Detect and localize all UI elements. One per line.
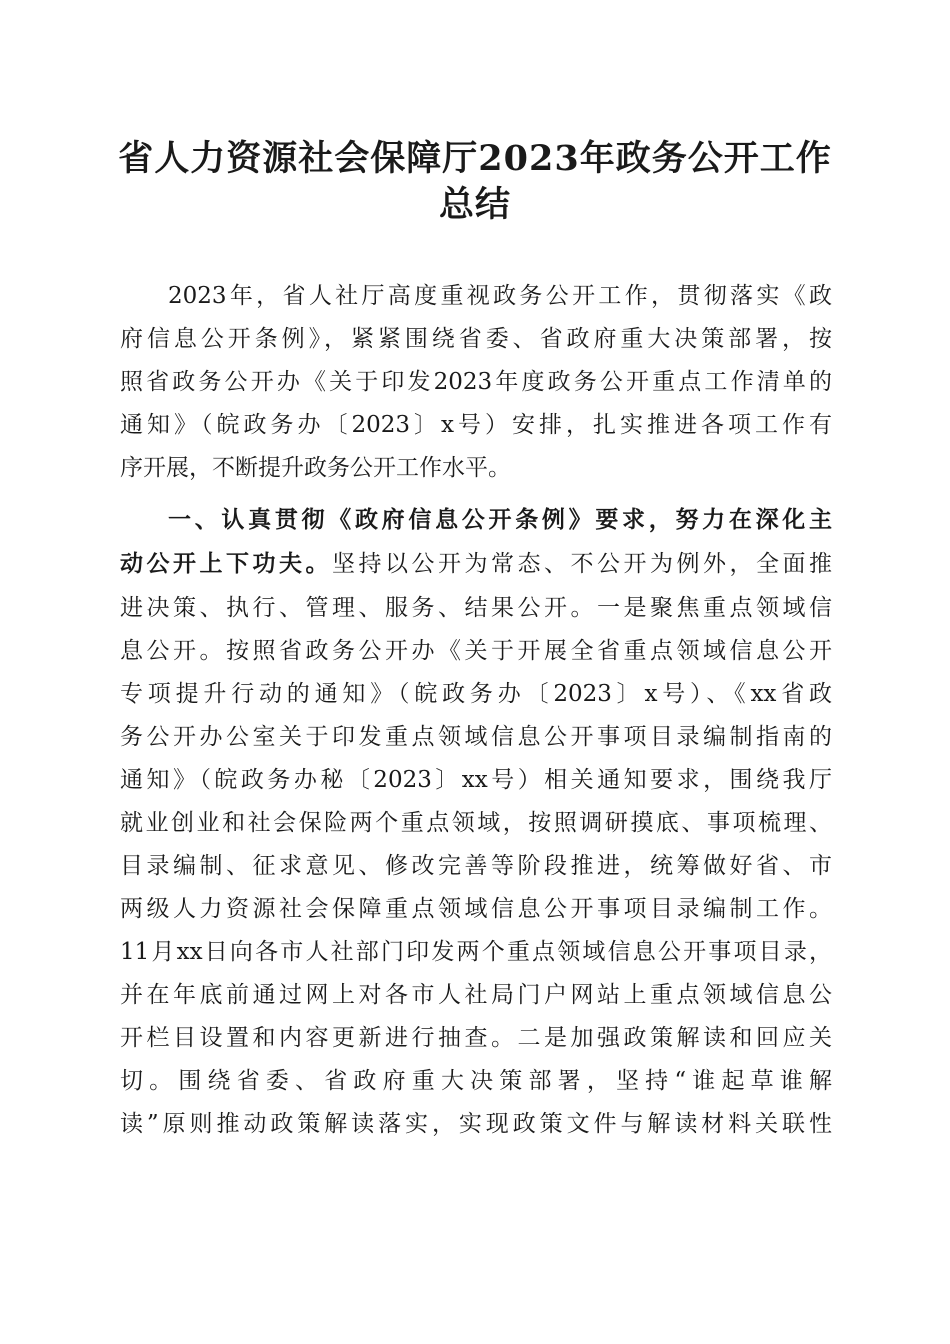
section-1-heading-end: 动公开上下功夫。 (120, 551, 332, 577)
intro-line-2: 府信息公开条例》，紧紧围绕省委、省政府重大决策部署，按 (120, 326, 832, 352)
section-1-heading: 一、认真贯彻《政府信息公开条例》要求，努力在深化主 (168, 507, 832, 533)
section-1-line-7: 就业创业和社会保险两个重点领域，按照调研摸底、事项梳理、 (120, 810, 832, 836)
section-1-line-1 (120, 544, 832, 584)
section-1-line-4: 专项提升行动的通知》（皖政务办〔2023〕x号）、《xx省政 (120, 681, 832, 707)
section-1-line-3: 息公开。按照省政务公开办《关于开展全省重点领域信息公开 (120, 638, 832, 664)
section-1-line-2: 进决策、执行、管理、服务、结果公开。一是聚焦重点领域信 (120, 595, 832, 621)
intro-line-5: 序开展，不断提升政务公开工作水平。 (120, 455, 511, 481)
document-title-line-1: 省人力资源社会保障厅2023年政务公开工作 (118, 138, 832, 179)
section-1-line-11: 并在年底前通过网上对各市人社局门户网站上重点领域信息公 (120, 982, 832, 1008)
section-1-line-12: 开栏目设置和内容更新进行抽查。二是加强政策解读和回应关 (120, 1025, 832, 1051)
intro-line-3: 照省政务公开办《关于印发2023年度政务公开重点工作清单的 (120, 369, 832, 395)
intro-line-1: 2023年，省人社厅高度重视政务公开工作，贯彻落实《政 (168, 283, 832, 309)
section-1-line-10: 11月xx日向各市人社部门印发两个重点领域信息公开事项目录， (120, 939, 832, 965)
document-title-line-2: 总结 (438, 184, 511, 225)
section-1-line-5: 务公开办公室关于印发重点领域信息公开事项目录编制指南的 (120, 724, 832, 750)
section-1-line-1-text: 坚持以公开为常态、不公开为例外，全面推 (332, 551, 832, 577)
section-1-line-8: 目录编制、征求意见、修改完善等阶段推进，统筹做好省、市 (120, 853, 832, 879)
intro-line-4: 通知》（皖政务办〔2023〕x号）安排，扎实推进各项工作有 (120, 412, 832, 438)
section-1-line-13: 切。围绕省委、省政府重大决策部署，坚持“谁起草谁解 (120, 1068, 832, 1094)
section-1-line-6: 通知》（皖政务办秘〔2023〕xx号）相关通知要求，围绕我厅 (120, 767, 832, 793)
section-1-line-14: 读”原则推动政策解读落实，实现政策文件与解读材料关联性 (120, 1111, 832, 1137)
section-1-line-9: 两级人力资源社会保障重点领域信息公开事项目录编制工作。 (120, 896, 832, 922)
